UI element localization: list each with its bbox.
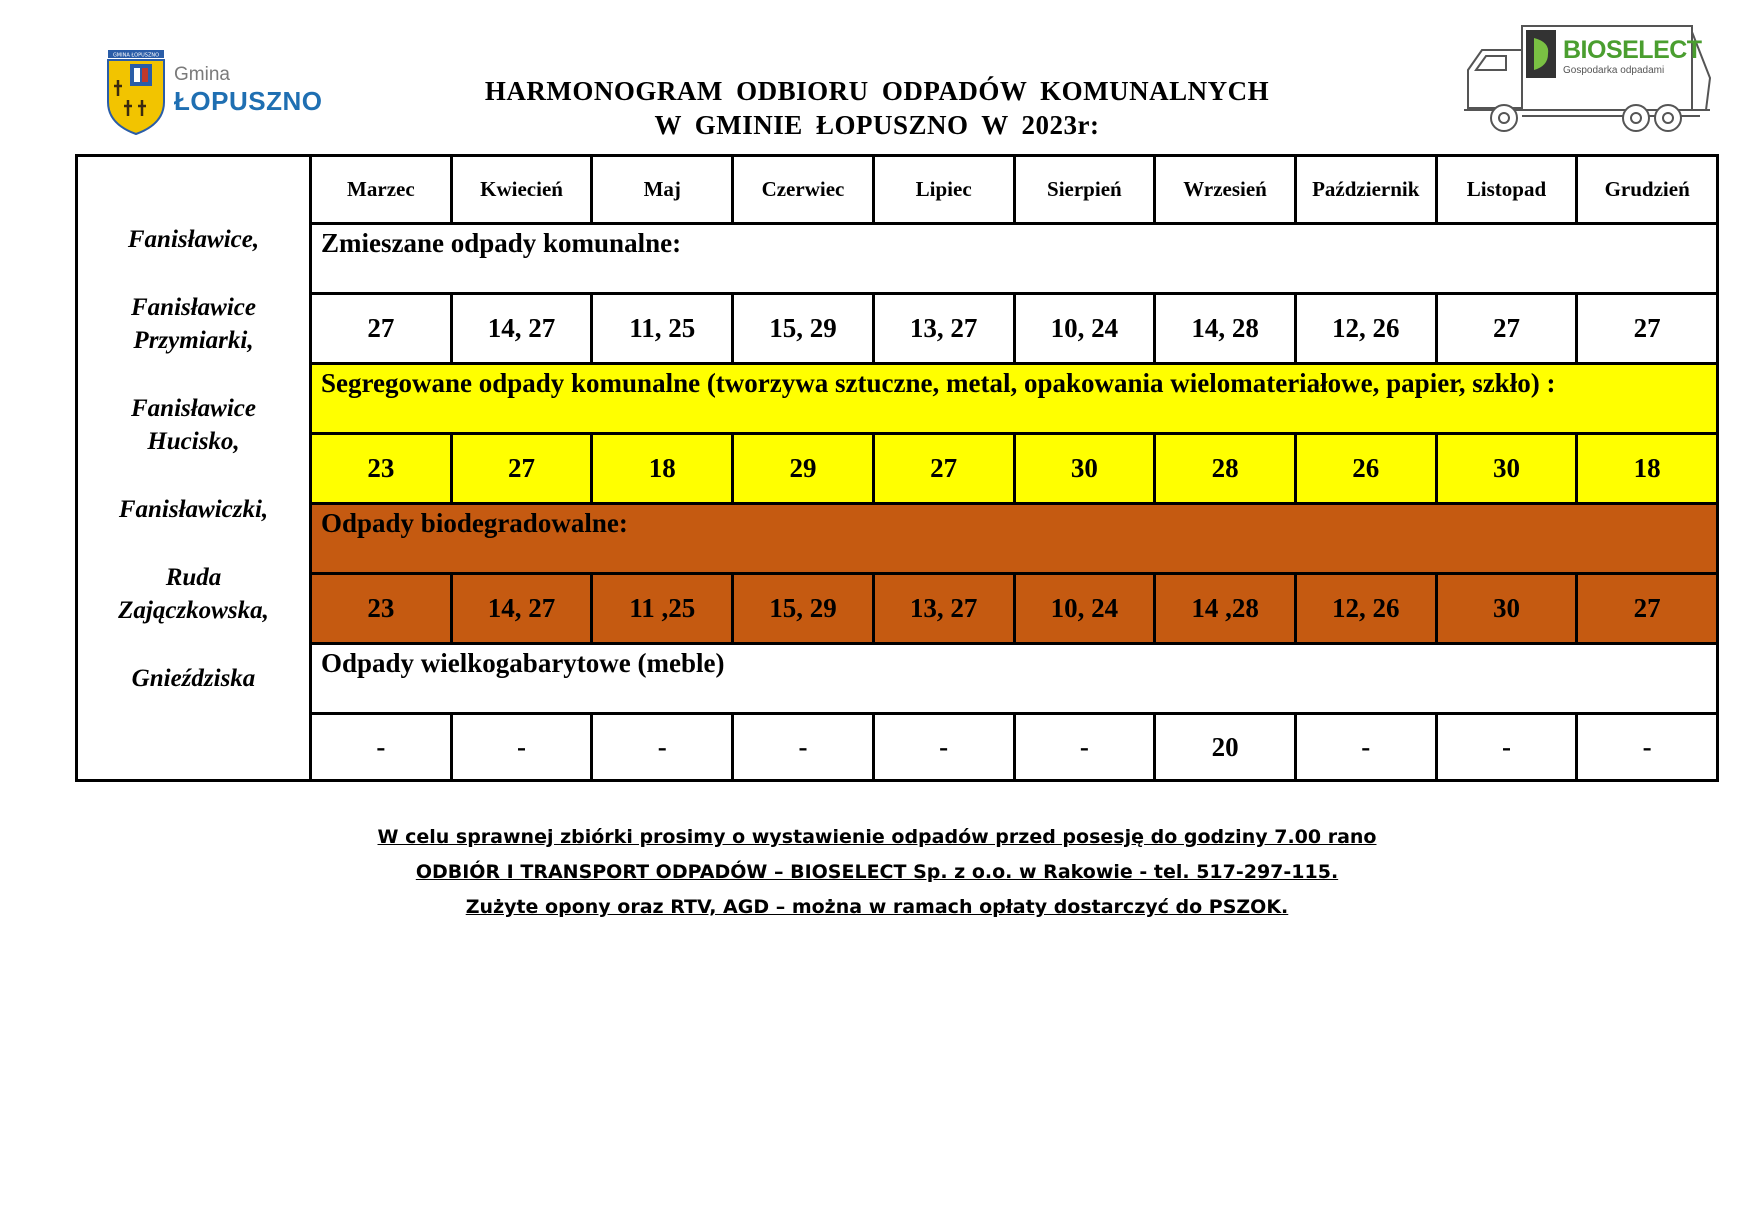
- date-cell: 27: [312, 295, 453, 362]
- date-cell: 14, 27: [453, 575, 594, 642]
- date-cell: 27: [453, 435, 594, 502]
- date-cell: 18: [1633, 453, 1661, 483]
- date-cell: 26: [1297, 435, 1438, 502]
- months-header-row: [312, 157, 1716, 225]
- date-cell: 15, 29: [734, 575, 875, 642]
- note-pszok: Zużyte opony oraz RTV, AGD – można w ramach opłaty dostarczyć do PSZOK.: [465, 896, 1289, 918]
- date-cell: -: [1438, 715, 1579, 779]
- date-cell: -: [875, 715, 1016, 779]
- category-biodegradable-waste-dates: [312, 575, 1716, 645]
- date-cell: 29: [734, 435, 875, 502]
- month-header: Październik: [1297, 157, 1438, 222]
- date-cell: 14 ,28: [1156, 575, 1297, 642]
- location-item: Fanisławice,: [127, 226, 260, 253]
- date-cell: -: [1297, 715, 1438, 779]
- date-cell: 14, 28: [1156, 295, 1297, 362]
- location-item: Fanisławice Hucisko,: [130, 395, 256, 455]
- date-cell: -: [593, 715, 734, 779]
- date-cell: 14, 27: [453, 295, 594, 362]
- date-cell: 27: [1633, 313, 1661, 343]
- category-bulky-waste-dates: [312, 715, 1716, 779]
- month-header: Kwiecień: [453, 157, 594, 222]
- date-cell: 30: [1438, 435, 1579, 502]
- logo-subtitle-text: Gospodarka odpadami: [1563, 65, 1665, 76]
- note-setout-time: W celu sprawnej zbiórki prosimy o wystawienie odpadów przed posesję do godziny 7.00 rano: [377, 826, 1377, 848]
- location-item: Gnieździska: [131, 665, 256, 692]
- month-header: Wrzesień: [1156, 157, 1297, 222]
- date-cell: 10, 24: [1016, 295, 1157, 362]
- date-cell: 13, 27: [875, 575, 1016, 642]
- category-segregated-waste-label: Segregowane odpady komunalne (tworzywa sztuczne, metal, opakowania wielomateriałowe, papier, szkło) :: [312, 365, 1716, 435]
- date-cell: 27: [1438, 295, 1579, 362]
- date-cell: 18: [593, 435, 734, 502]
- date-cell: -: [453, 715, 594, 779]
- schedule-table: [75, 154, 1719, 782]
- month-header: Lipiec: [875, 157, 1016, 222]
- date-cell: -: [312, 715, 453, 779]
- category-segregated-waste-dates: [312, 435, 1716, 505]
- date-cell: 20: [1156, 715, 1297, 779]
- date-cell: 11, 25: [593, 295, 734, 362]
- month-header: Maj: [593, 157, 734, 222]
- category-mixed-waste-dates: [312, 295, 1716, 365]
- date-cell: 13, 27: [875, 295, 1016, 362]
- date-cell: 15, 29: [734, 295, 875, 362]
- date-cell: 30: [1016, 435, 1157, 502]
- category-mixed-waste-label: Zmieszane odpady komunalne:: [312, 225, 1716, 295]
- date-cell: -: [1016, 715, 1157, 779]
- date-cell: -: [734, 715, 875, 779]
- date-cell: 28: [1156, 435, 1297, 502]
- svg-text:GMINA ŁOPUSZNO: GMINA ŁOPUSZNO: [112, 52, 160, 59]
- location-item: Fanisławice Przymiarki,: [130, 294, 256, 354]
- month-header: Sierpień: [1016, 157, 1157, 222]
- locations-column: [78, 157, 312, 779]
- bioselect-logo: [1460, 18, 1715, 138]
- page-title-line2: W GMINIE ŁOPUSZNO W 2023r:: [654, 110, 1100, 140]
- date-cell: 27: [1633, 593, 1661, 623]
- category-biodegradable-waste-label: Odpady biodegradowalne:: [312, 505, 1716, 575]
- date-cell: 27: [875, 435, 1016, 502]
- logo-brand-text: BIOSELECT: [1563, 36, 1702, 64]
- date-cell: 23: [312, 575, 453, 642]
- note-contractor-contact: ODBIÓR I TRANSPORT ODPADÓW – BIOSELECT Sp. z o.o. w Rakowie - tel. 517-297-115.: [415, 861, 1339, 883]
- date-cell: 11 ,25: [593, 575, 734, 642]
- date-cell: -: [1642, 731, 1652, 762]
- month-header: Listopad: [1438, 157, 1579, 222]
- date-cell: 30: [1438, 575, 1579, 642]
- location-item: Fanisławiczki,: [118, 496, 269, 523]
- date-cell: 12, 26: [1297, 575, 1438, 642]
- month-header: Grudzień: [1604, 177, 1690, 201]
- date-cell: 12, 26: [1297, 295, 1438, 362]
- category-bulky-waste-label: Odpady wielkogabarytowe (meble): [312, 645, 1716, 715]
- date-cell: 23: [312, 435, 453, 502]
- month-header: Marzec: [312, 157, 453, 222]
- page-title-line1: HARMONOGRAM ODBIORU ODPADÓW KOMUNALNYCH: [484, 76, 1270, 106]
- logo-gmina-text: Gmina: [174, 64, 230, 85]
- location-item: Ruda Zajączkowska,: [118, 564, 269, 624]
- date-cell: 10, 24: [1016, 575, 1157, 642]
- logo-name-text: ŁOPUSZNO: [174, 86, 323, 116]
- month-header: Czerwiec: [734, 157, 875, 222]
